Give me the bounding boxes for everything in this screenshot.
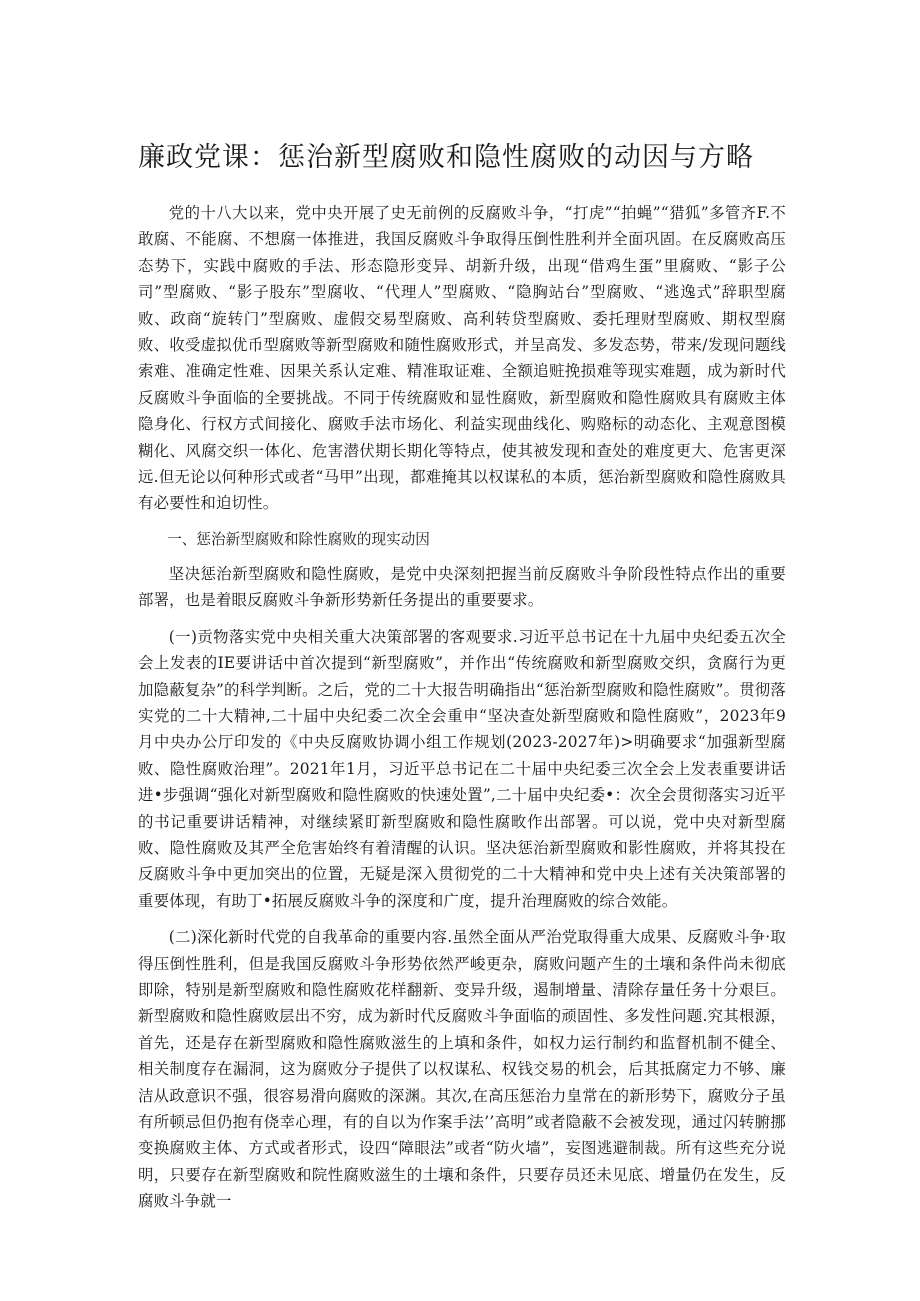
point-two-paragraph: (二)深化新时代党的自我革命的重要内容.虽然全面从严治党取得重大成果、反腐败斗争·取得压倒性胜利，但是我国反腐败斗争形势依然严峻更杂，腐败问题产生的土壤和条件尚未彻底即除，特别是新型腐败和隐性腐败花样翻新、变异升级，遏制增量、清除存量任务十分艰巨。新型腐败和隐性腐败层出不穷，成为新时代反腐败斗争面临的顽固性、多发性问题.究其根源，首先，还是存在新型腐败和隐性腐败滋生的上填和条件，如权力运行制约和监督机制不健全、相关制度存在漏洞，这为腐败分子提供了以权谋私、权钱交易的机会，后其抵腐定力不够、廉洁从政意识不强，很容易滑向腐败的深渊。其次,在高压惩治力皇常在的新形势下，腐败分子虽有所顿忌但仍抱有侥幸心理，有的自以为作案手法’’高明”或者隐蔽不会被发现，通过闪转腑挪变换腐败主体、方式或者形式，设四“障眼法”或者“防火墙”，妄图逃避制裁。所有这些充分说明，只要存在新型腐败和院性腐败滋生的土壤和条件，只要存员还未见底、增量仍在发生，反腐败斗争就一 [138,928,786,1211]
document-title: 廉政党课：惩治新型腐败和隐性腐败的动因与方略 [138,142,754,173]
document-page [138,138,786,1215]
point-one-paragraph: (一)贡物落实党中央相关重大决策部署的客观要求.习近平总书记在十九届中央纪委五次全会上发表的IE要讲话中首次提到“新型腐败”，并作出“传统腐败和新型腐败交织，贪腐行为更加隐蔽复杂”的科学判断。之后，党的二十大报告明确指出“惩治新型腐败和隐性腐败”。贯彻落实党的二十大精神,二十届中央纪委二次全会重申“坚决查处新型腐败和隐性腐败”，2023年9月中央办公厅印发的《中央反腐败协调小组工作规划(2023-2027年)>明确要求“加强新型腐败、隐性腐败治理”。2021年1月，习近平总书记在二十届中央纪委三次全会上发表重要讲话进•步强调“强化对新型腐败和隐性腐败的快速处置”,二十届中央纪委•：次全会贯彻落实习近平的书记重要讲话精神，对继续紧盯新型腐败和隐性腐畋作出部署。可以说，党中央对新型腐败、隐性腐败及其严全危害始终有着清醒的认识。坚决惩治新型腐败和影性腐败，并将其投在反腐败斗争中更加突出的位置，无疑是深入贯彻党的二十大精神和党中央上述有关决策部署的重要体现，有助丁•拓展反腐败斗争的深度和广度，提升治理腐败的综合效能。 [138,627,786,910]
intro-paragraph: 党的十八大以来，党中央开展了史无前例的反腐败斗争，“打虎”“拍蝇”“猎狐”多管齐F.不敢腐、不能腐、不想腐一体推进，我国反腐败斗争取得压倒性胜利并全面巩固。在反腐败高压态势下，实践中腐败的手法、形态隐形变异、胡新升级，出现“借鸡生蛋”里腐败、“影子公司”型腐败、“影子股东”型腐收、“代理人”型腐败、“隐胸站台”型腐败、“逃逸式”辞职型腐败、政商“旋转门”型腐败、虚假交易型腐败、高利转贷型腐败、委托理财型腐败、期权型腐败、收受虚拟优币型腐败等新型腐败和随性腐败形式，并呈高发、多发态势，带来/发现问题线索难、准确定性难、因果关系认定难、精准取证难、全额追赃挽损难等现实难题，成为新时代反腐败斗争面临的全要挑战。不同于传统腐败和显性腐败，新型腐败和隐性腐败具有腐败主体隐身化、行权方式间接化、腐败手法市场化、利益实现曲线化、购赂标的动态化、主观意图模糊化、风腐交织一体化、危害潜伏期长期化等特点，使其被发现和查处的难度更大、危害更深远.但无论以何种形式或者“马甲”出现，都难掩其以权谋私的本质，惩治新型腐败和隐性腐败具有必要性和迫切性。 [138,204,786,513]
section-one-heading: 一、惩治新型腐败和除性腐败的现实动因 [167,530,430,548]
section-one-intro-paragraph: 坚决惩治新型腐败和隐性腐败，是党中央深刻把握当前反腐败斗争阶段性特点作出的重要部署，也是着眼反腐败斗争新形势新任务提出的重要要求。 [138,564,786,610]
